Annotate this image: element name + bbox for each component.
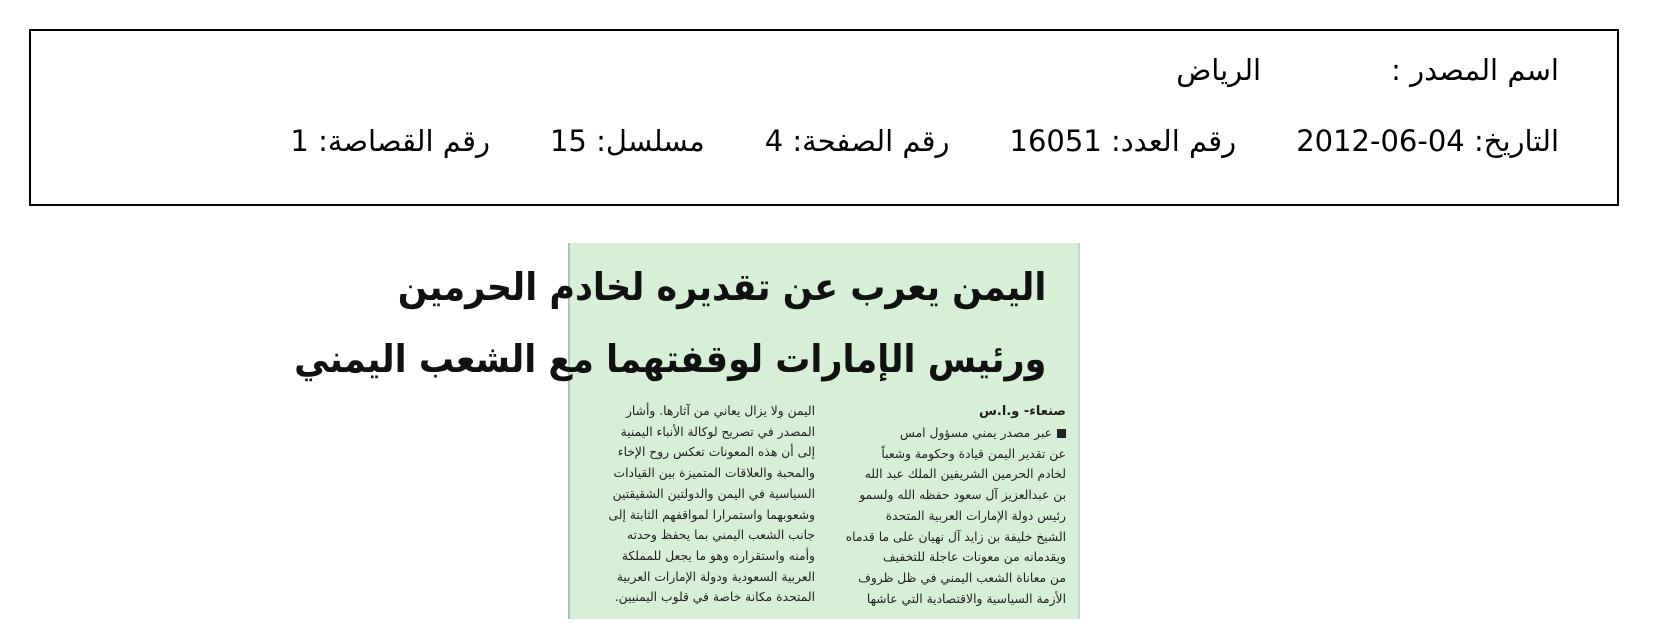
headline-line-1: اليمن يعرب عن تقديره لخادم الحرمين	[397, 265, 1047, 309]
article-text-line: جانب الشعب اليمني بما يحفظ وحدته	[626, 528, 815, 543]
source-info-box	[29, 29, 1619, 206]
page-label: رقم الصفحة:	[792, 124, 950, 158]
article-text-line: السياسية في اليمن والدولتين الشقيقتين	[612, 486, 815, 501]
newspaper-clipping	[294, 243, 1080, 619]
article-text-line: لخادم الحرمين الشريفين الملك عبد الله	[864, 467, 1066, 482]
serial-value: 15	[549, 124, 587, 158]
clip-value: 1	[290, 124, 309, 158]
headline-line-2: ورئيس الإمارات لوقفتهما مع الشعب اليمني	[294, 337, 1047, 381]
metadata-row	[290, 124, 1559, 158]
article-text-line: الشيخ خليفة بن زايد آل نهيان على ما قدماه	[845, 529, 1066, 544]
date-value: 2012-06-04	[1296, 124, 1465, 158]
bullet-icon	[1057, 429, 1066, 438]
issue-label: رقم العدد:	[1111, 124, 1237, 158]
article-byline: صنعاء- و.ا.س	[978, 404, 1066, 419]
article-text-line: بن عبدالعزيز آل سعود حفظه الله ولسمو	[859, 488, 1066, 503]
article-text-line: ويقدمانه من معونات عاجلة للتخفيف	[882, 550, 1066, 565]
article-text-line: عبر مصدر يمني مسؤول امس	[833, 423, 1066, 444]
article-text-line: وشعوبهما واستمرارا لمواقفهم الثابتة إلى	[608, 507, 815, 522]
source-row	[1176, 53, 1559, 87]
serial-label: مسلسل:	[596, 124, 705, 158]
article-text-line: المتحدة مكانة خاصة في قلوب اليمنيين.	[614, 590, 815, 605]
article-text-line: وأمنه واستقراره وهو ما يجعل للمملكة	[621, 548, 815, 563]
article-column-2	[582, 401, 815, 611]
article-text-line: العربية السعودية ودولة الإمارات العربية	[616, 569, 815, 584]
article-text-line: الأزمة السياسية والاقتصادية التي عاشها	[866, 591, 1066, 606]
article-text-line: والمحبة والعلاقات المتميزة بين القيادات	[613, 466, 815, 481]
issue-value: 16051	[1009, 124, 1102, 158]
article-text-line: اليمن ولا يزال يعاني من آثارها. وأشار	[625, 404, 815, 418]
article-body	[582, 401, 1066, 611]
article-text-line: إلى أن هذه المعونات تعكس روح الإخاء	[617, 445, 815, 460]
clip-label: رقم القصاصة:	[318, 124, 490, 158]
article-text-line: عن تقدير اليمن قيادة وحكومة وشعباً	[881, 446, 1066, 461]
article-column-1	[833, 401, 1066, 611]
article-text-line: رئيس دولة الإمارات العربية المتحدة	[885, 508, 1066, 523]
date-label: التاريخ:	[1473, 124, 1559, 158]
article-text-line: من معاناة الشعب اليمني في ظل ظروف	[858, 570, 1066, 585]
article-headline	[294, 251, 1066, 395]
page-value: 4	[764, 124, 784, 158]
source-value: الرياض	[1176, 53, 1262, 87]
article-text-line: المصدر في تصريح لوكالة الأنباء اليمنية	[620, 424, 815, 439]
source-label: اسم المصدر :	[1391, 53, 1559, 87]
